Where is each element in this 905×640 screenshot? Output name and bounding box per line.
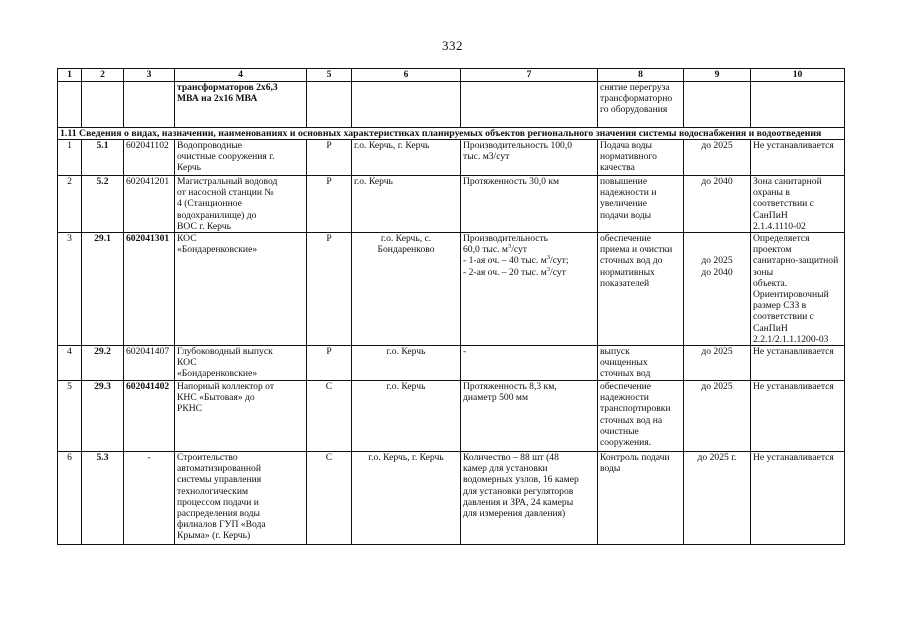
cell-code: 5.1 <box>82 140 124 176</box>
cell-line: МВА на 2х16 МВА <box>177 93 258 105</box>
cell-purpose <box>598 346 684 381</box>
cell-code: 29.2 <box>82 346 124 381</box>
cell-code: 5.2 <box>82 176 124 233</box>
superscript: 3 <box>546 254 551 262</box>
cell-name <box>175 176 307 233</box>
table-row <box>58 452 845 545</box>
cell-term <box>684 233 751 346</box>
section-heading-row <box>58 128 845 140</box>
cell-line: РКНС <box>177 403 203 415</box>
cell-line: надежности и <box>600 187 657 199</box>
cell-purpose <box>598 233 684 346</box>
cell-line: Строительство <box>177 452 238 464</box>
cell-status <box>307 82 352 128</box>
cell-text: 60,0 тыс. м <box>463 244 508 256</box>
cell-line: г.о. Керчь, г. Керчь <box>354 140 430 151</box>
header-cell: 9 <box>684 69 751 82</box>
cell-text: /сут; <box>550 255 569 267</box>
cell-line: «Бондаренковские» <box>177 368 258 380</box>
table-row <box>58 233 845 346</box>
cell-line: 2.1.4.1110-02 <box>753 220 806 232</box>
cell-characteristics <box>461 82 598 128</box>
cell-line <box>463 267 595 278</box>
cell-line: - <box>463 346 467 358</box>
cell-location <box>352 233 461 346</box>
cell-line: г.о. Керчь <box>386 346 426 358</box>
table-row-continuation <box>58 82 845 128</box>
cell-purpose <box>598 176 684 233</box>
cell-line: подачи воды <box>600 209 652 221</box>
table-row <box>58 346 845 381</box>
header-cell: 3 <box>124 69 175 82</box>
cell-line: снятие перегруза <box>600 82 670 93</box>
cell-zone <box>751 176 845 233</box>
cell-characteristics <box>461 452 598 545</box>
cell-code: 5.3 <box>82 452 124 545</box>
cell-status: С <box>307 381 352 452</box>
header-cell: 5 <box>307 69 352 82</box>
header-cell: 4 <box>175 69 307 82</box>
cell-line: Глубоководный выпуск <box>177 346 273 358</box>
cell-line: показателей <box>600 277 650 289</box>
cell-line: 4 (Станционное <box>177 198 242 210</box>
cell-line: технологическим <box>177 485 249 497</box>
cell-line: давления и ЗРА, 24 камеры <box>463 496 574 508</box>
cell-line: качества <box>600 162 635 174</box>
cell-name <box>175 140 307 176</box>
cell-line: обеспечение <box>600 381 652 393</box>
cell-line <box>686 233 748 244</box>
cell-line: Водопроводные <box>177 140 243 151</box>
cell-purpose <box>598 82 684 128</box>
cell-line: санитарно-защитной зоны <box>753 255 839 278</box>
cell-location <box>352 176 461 233</box>
table-row <box>58 381 845 452</box>
cell-status: Р <box>307 176 352 233</box>
cell-line: г.о. Керчь, с. <box>380 233 432 245</box>
cell-line: трансформаторов 2х6,3 <box>177 82 278 93</box>
cell-line: системы управления <box>177 474 262 486</box>
cell-text: - 2-ая оч. – 20 тыс. м <box>463 266 547 278</box>
cell-text: /сут <box>550 266 566 278</box>
cell-zone <box>751 233 845 346</box>
superscript: 3 <box>546 265 551 273</box>
cell-id: 602041102 <box>124 140 175 176</box>
cell-term <box>684 176 751 233</box>
superscript: 3 <box>507 243 512 251</box>
cell-line: Протяженность 8,3 км, <box>463 381 557 393</box>
cell-line: г.о. Керчь <box>354 176 393 187</box>
header-cell: 1 <box>58 69 82 82</box>
cell-line: филиалов ГУП «Вода <box>177 519 266 531</box>
cell-characteristics <box>461 140 598 176</box>
cell-name <box>175 82 307 128</box>
cell-code: 29.3 <box>82 381 124 452</box>
header-cell: 2 <box>82 69 124 82</box>
cell-line: сооружения. <box>600 437 652 449</box>
cell-characteristics <box>461 233 598 346</box>
cell-line: тыс. м3/сут <box>463 151 510 163</box>
cell-num: 3 <box>58 233 82 346</box>
cell-name <box>175 233 307 346</box>
cell-location <box>352 452 461 545</box>
cell-line: обеспечение <box>600 233 652 245</box>
header-cell: 8 <box>598 69 684 82</box>
cell-name <box>175 346 307 381</box>
cell-line: Подача воды <box>600 140 652 151</box>
cell-term <box>684 346 751 381</box>
cell-line: увеличение <box>600 198 648 210</box>
cell-line: до 2025 <box>701 346 733 358</box>
cell-line: Напорный коллектор от <box>177 381 275 393</box>
cell-line: сточных вод на <box>600 414 663 426</box>
cell-id: - <box>124 452 175 545</box>
cell-purpose <box>598 452 684 545</box>
cell-line: до 2025 <box>701 140 733 151</box>
cell-line: воды <box>600 463 621 475</box>
cell-num: 6 <box>58 452 82 545</box>
cell-status: С <box>307 452 352 545</box>
cell-line: очищенных <box>600 357 648 369</box>
cell-text: /сут <box>511 244 527 256</box>
cell-line: водохранилище) до <box>177 209 257 221</box>
cell-term <box>684 82 751 128</box>
cell-line: автоматизированной <box>177 463 261 475</box>
cell-line: нормативных <box>600 266 655 278</box>
cell-term <box>684 452 751 545</box>
cell-line: соответствии с СанПиН <box>753 198 814 221</box>
cell-code: 29.1 <box>82 233 124 346</box>
cell-id: 602041201 <box>124 176 175 233</box>
table-row <box>58 140 845 176</box>
cell-line: водомерных узлов, 16 камер <box>463 474 579 486</box>
cell-line: выпуск <box>600 346 630 358</box>
cell-line: КОС <box>177 233 197 245</box>
objects-table <box>57 68 845 545</box>
cell-line: процессом подачи и <box>177 496 259 508</box>
cell-purpose <box>598 140 684 176</box>
cell-status: Р <box>307 233 352 346</box>
cell-line: до 2025 <box>701 381 733 393</box>
cell-line: Производительность <box>463 233 549 245</box>
cell-line <box>686 244 748 255</box>
cell-zone <box>751 452 845 545</box>
cell-zone <box>751 381 845 452</box>
cell-line: Не устанавливается <box>753 381 834 393</box>
cell-location <box>352 82 461 128</box>
cell-line: до 2040 <box>701 176 733 187</box>
cell-line: надежности <box>600 392 649 404</box>
cell-line: г.о. Керчь <box>386 381 426 393</box>
cell-text: - 1-ая оч. – 40 тыс. м <box>463 255 547 267</box>
cell-line: ВОС г. Керчь <box>177 220 231 232</box>
cell-line: «Бондаренковские» <box>177 244 258 256</box>
cell-line: очистные <box>600 425 639 437</box>
cell-line: трансформаторно <box>600 93 673 105</box>
cell-term <box>684 140 751 176</box>
cell-line: камер для установки <box>463 463 548 475</box>
cell-line: диаметр 500 мм <box>463 392 529 404</box>
cell-location <box>352 140 461 176</box>
cell-num: 2 <box>58 176 82 233</box>
cell-location <box>352 346 461 381</box>
page-number: 332 <box>442 38 463 53</box>
cell-line: Не устанавливается <box>753 140 834 151</box>
cell-line: Магистральный водовод <box>177 176 278 187</box>
cell-line: объекта. Ориентировочный <box>753 277 829 301</box>
cell-line: СанПиН 2.2.1/2.1.1.1200-03 <box>753 322 829 345</box>
cell-id: 602041301 <box>124 233 175 346</box>
cell-line: до 2025 <box>701 255 733 267</box>
cell-line: нормативного <box>600 151 657 163</box>
cell-line: Производительность 100,0 <box>463 140 573 151</box>
cell-location <box>352 381 461 452</box>
cell-num: 1 <box>58 140 82 176</box>
cell-line: сточных вод <box>600 368 651 380</box>
cell-num: 5 <box>58 381 82 452</box>
cell-line: Контроль подачи <box>600 452 670 464</box>
cell-line: размер СЗЗ в соответствии с <box>753 300 814 323</box>
cell-zone <box>751 346 845 381</box>
cell-characteristics <box>461 346 598 381</box>
table-header-row <box>58 69 845 82</box>
cell-line: транспортировки <box>600 403 671 415</box>
cell-line: Не устанавливается <box>753 452 834 464</box>
cell-line: до 2040 <box>701 266 733 278</box>
table-row <box>58 176 845 233</box>
cell-name <box>175 452 307 545</box>
cell-characteristics <box>461 176 598 233</box>
cell-line: Определяется проектом <box>753 233 810 256</box>
cell-line: КНС «Бытовая» до <box>177 392 255 404</box>
cell-line: от насосной станции № <box>177 187 274 199</box>
cell-line: Бондаренково <box>377 244 435 256</box>
cell-line: повышение <box>600 176 648 187</box>
cell-num <box>58 82 82 128</box>
cell-line: сточных вод до <box>600 255 663 267</box>
cell-line: приема и очистки <box>600 244 673 256</box>
cell-line: Протяженность 30,0 км <box>463 176 560 187</box>
cell-line: для установки регуляторов <box>463 485 574 497</box>
cell-id: 602041407 <box>124 346 175 381</box>
cell-characteristics <box>461 381 598 452</box>
cell-line <box>463 255 595 266</box>
header-cell: 7 <box>461 69 598 82</box>
cell-line: очистные сооружения г. <box>177 151 275 163</box>
cell-line: Крыма» (г. Керчь) <box>177 530 251 542</box>
header-cell: 6 <box>352 69 461 82</box>
cell-zone <box>751 82 845 128</box>
cell-code <box>82 82 124 128</box>
cell-name <box>175 381 307 452</box>
cell-line: Не устанавливается <box>753 346 834 358</box>
cell-line: до 2025 г. <box>697 452 737 464</box>
cell-zone <box>751 140 845 176</box>
cell-line: распределения воды <box>177 508 260 520</box>
cell-line: Количество – 88 шт (48 <box>463 452 559 464</box>
cell-line: Керчь <box>177 162 202 174</box>
cell-status: Р <box>307 346 352 381</box>
cell-id <box>124 82 175 128</box>
cell-line: Зона санитарной охраны в <box>753 176 822 199</box>
cell-purpose <box>598 381 684 452</box>
cell-line: КОС <box>177 357 197 369</box>
cell-id: 602041402 <box>124 381 175 452</box>
cell-line: г.о. Керчь, г. Керчь <box>368 452 444 464</box>
section-title: 1.11 Сведения о видах, назначении, наименованиях и основных характеристиках планируемых объектов регионального значения системы водоснабжения и водоотведения <box>58 128 845 140</box>
header-cell: 10 <box>751 69 845 82</box>
cell-line: для измерения давления) <box>463 508 566 520</box>
cell-term <box>684 381 751 452</box>
cell-num: 4 <box>58 346 82 381</box>
cell-line <box>463 244 595 255</box>
cell-line: го оборудования <box>600 104 668 116</box>
cell-status: Р <box>307 140 352 176</box>
